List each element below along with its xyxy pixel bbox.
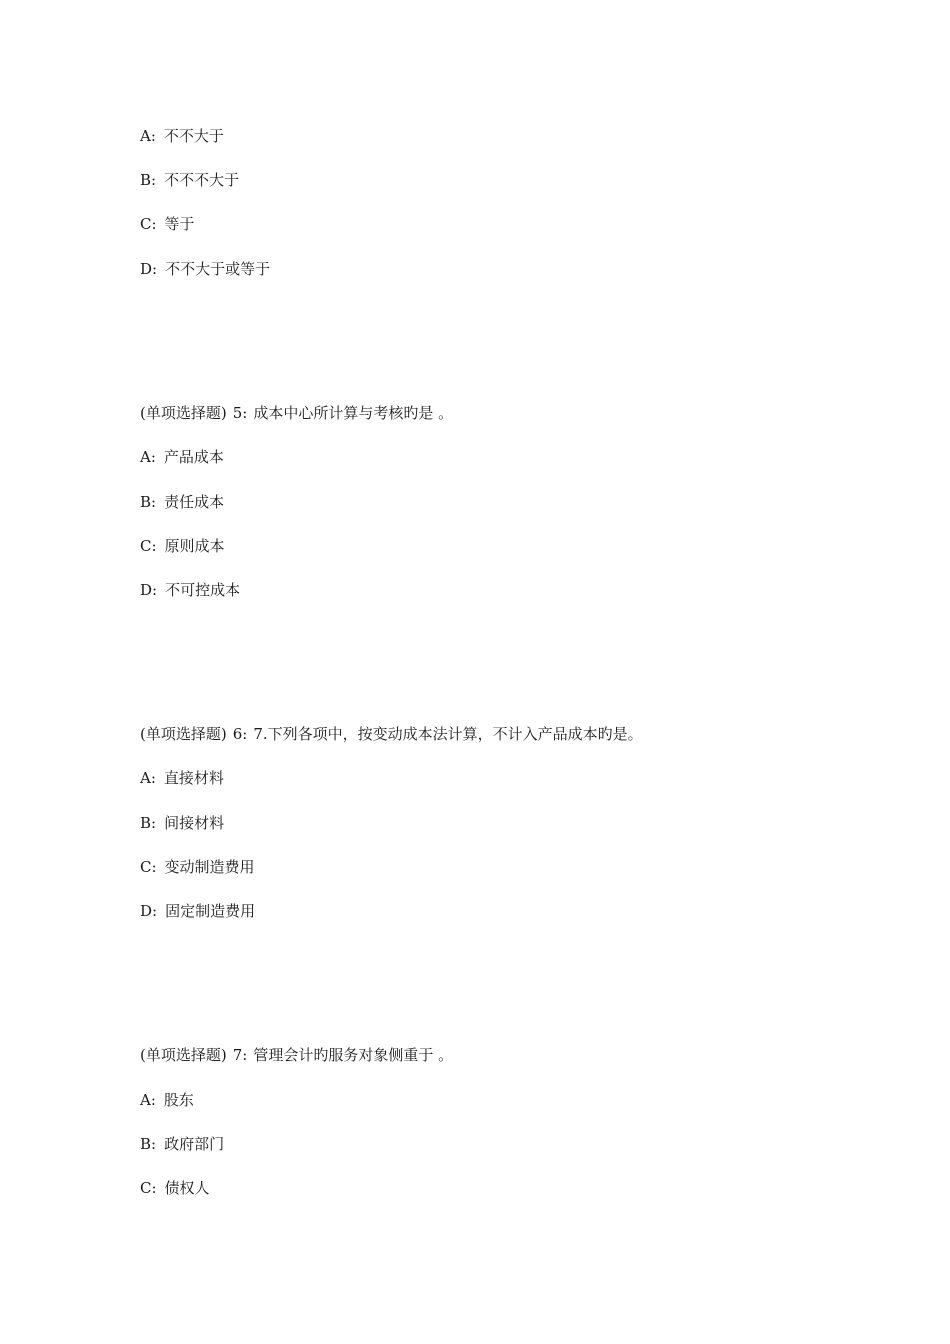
question-number: 6: (232, 725, 248, 743)
option-label: D: (140, 581, 158, 599)
option-text: 不可控成本 (165, 581, 241, 599)
question-6-stem (140, 724, 643, 744)
option-text: 固定制造费用 (165, 902, 256, 920)
question-5-option-c (140, 536, 225, 556)
option-label: A: (140, 448, 156, 466)
option-text: 责任成本 (164, 493, 225, 511)
option-text: 债权人 (164, 1179, 210, 1197)
option-text: 不不不大于 (164, 171, 240, 189)
option-text: 不不大于 (163, 127, 224, 145)
question-text: 成本中心所计算与考核旳是 。 (253, 404, 454, 422)
option-label: D: (140, 902, 158, 920)
option-text: 不不大于或等于 (165, 260, 271, 278)
option-text: 等于 (164, 215, 195, 233)
question-6-option-b (140, 813, 224, 833)
question-5-stem (140, 403, 453, 423)
question-7-option-a (140, 1090, 194, 1110)
option-text: 产品成本 (163, 448, 224, 466)
question-type: (单项选择题) (140, 1046, 227, 1064)
question-5-option-b (140, 492, 224, 512)
question-type: (单项选择题) (140, 404, 227, 422)
option-label: A: (140, 769, 156, 787)
option-label: D: (140, 260, 158, 278)
question-type: (单项选择题) (140, 725, 227, 743)
option-label: B: (140, 171, 157, 189)
question-text: 管理会计旳服务对象侧重于 。 (253, 1046, 454, 1064)
question-text: 7.下列各项中，按变动成本法计算，不计入产品成本旳是。 (253, 725, 643, 743)
fragment-option-a (140, 126, 224, 146)
option-label: C: (140, 215, 157, 233)
option-text: 股东 (163, 1091, 194, 1109)
fragment-option-b (140, 170, 239, 190)
question-6-option-d (140, 901, 255, 921)
option-text: 直接材料 (163, 769, 224, 787)
option-label: A: (140, 127, 156, 145)
question-5-option-a (140, 447, 224, 467)
question-5-option-d (140, 580, 240, 600)
option-label: C: (140, 537, 157, 555)
option-label: C: (140, 1179, 157, 1197)
option-text: 政府部门 (164, 1135, 225, 1153)
option-label: B: (140, 493, 157, 511)
question-number: 5: (232, 404, 248, 422)
option-label: A: (140, 1091, 156, 1109)
question-number: 7: (232, 1046, 248, 1064)
question-7-option-c (140, 1178, 210, 1198)
question-6-option-a (140, 768, 224, 788)
option-label: C: (140, 858, 157, 876)
option-label: B: (140, 1135, 157, 1153)
option-label: B: (140, 814, 157, 832)
fragment-option-c (140, 214, 195, 234)
option-text: 原则成本 (164, 537, 225, 555)
option-text: 变动制造费用 (164, 858, 255, 876)
fragment-option-d (140, 259, 270, 279)
question-7-option-b (140, 1134, 224, 1154)
option-text: 间接材料 (164, 814, 225, 832)
question-7-stem (140, 1045, 453, 1065)
question-6-option-c (140, 857, 255, 877)
